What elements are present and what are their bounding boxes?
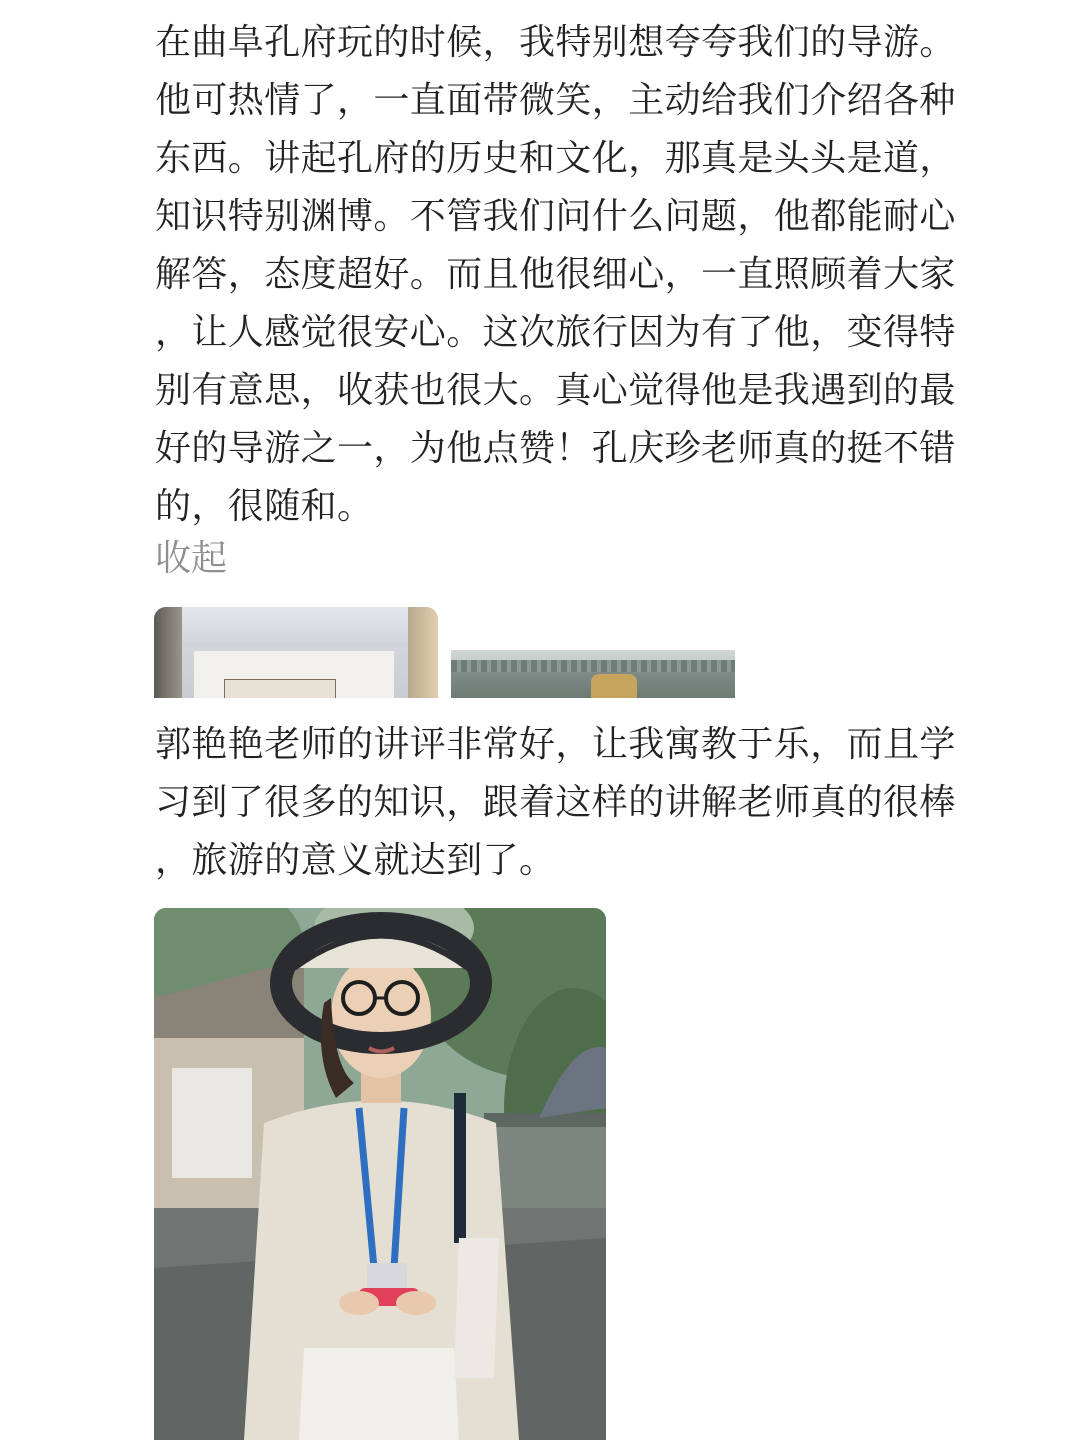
tour-guide-photo[interactable]: [154, 908, 606, 1440]
review-photo-thumbnail[interactable]: [154, 607, 438, 698]
review-photo-thumbnail[interactable]: [451, 650, 735, 698]
review-text: 郭艳艳老师的讲评非常好，让我寓教于乐，而且学 习到了很多的知识，跟着这样的讲解老师真的很棒 ，旅游的意义就达到了。: [155, 724, 956, 881]
collapse-link[interactable]: 收起: [155, 538, 228, 579]
review-text: 在曲阜孔府玩的时候，我特别想夸夸我们的导游。 他可热情了，一直面带微笑，主动给我们介绍各种 东西。讲起孔府的历史和文化，那真是头头是道， 知识特别渊博。不管我们问什么问题，他都能耐心 解答，态度超好。而且他很细心，一直照顾着大家 ，让人感觉很安心。这次旅行因为有了他，变得特 别有意思，收获也很大。真心觉得他是我遇到的最 好的导游之一，为他点赞！孔庆珍老师真的挺不错 的，很随和。: [155, 22, 956, 527]
